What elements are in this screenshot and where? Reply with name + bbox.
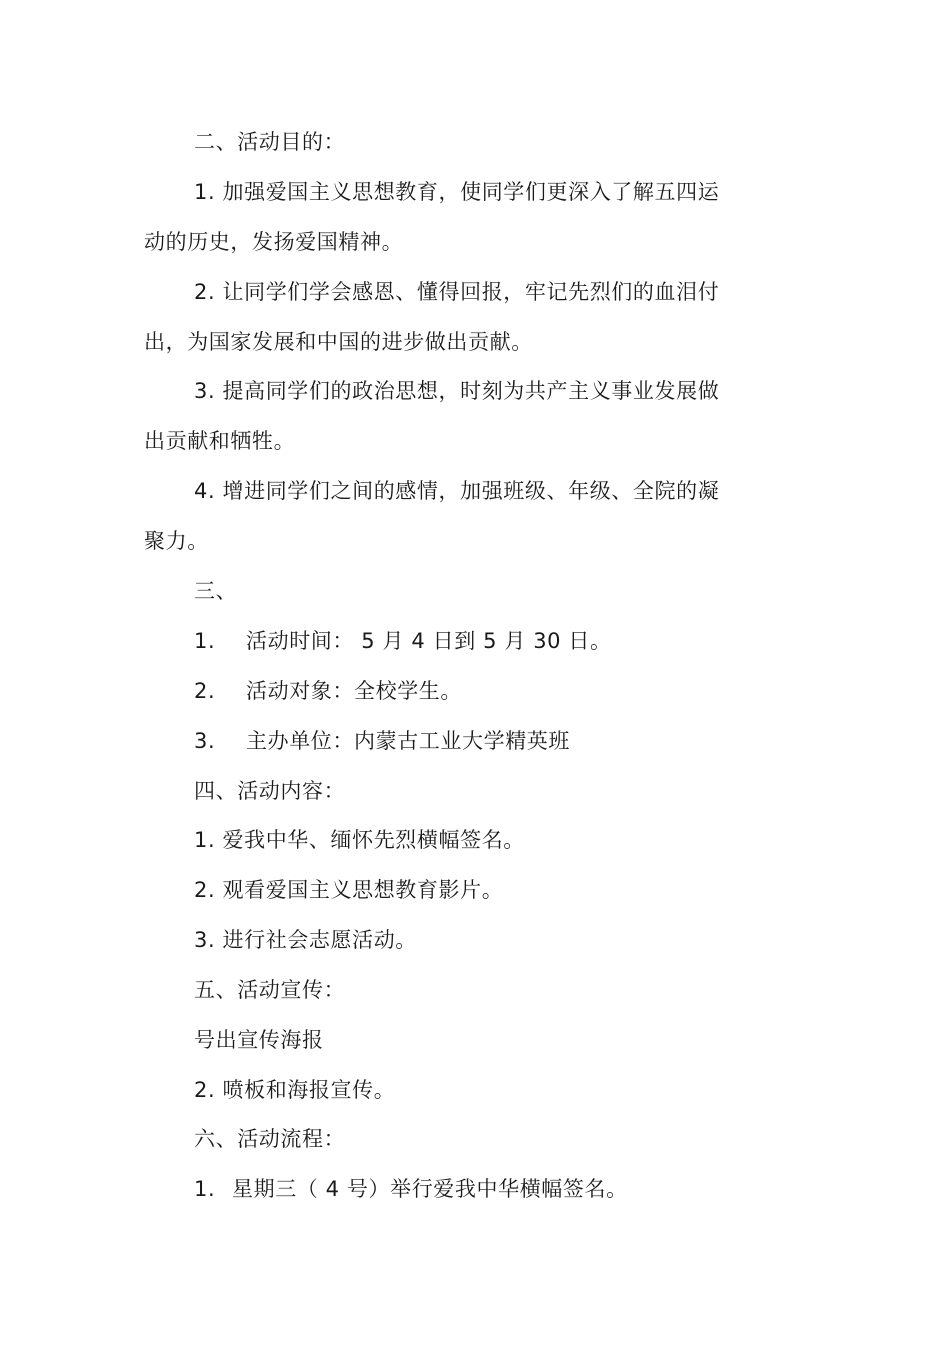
list-item: 2. 观看爱国主义思想教育影片。 <box>194 878 504 902</box>
flow-item-number: 1. <box>194 1177 216 1201</box>
paragraph-line: 动的历史，发扬爱国精神。 <box>144 230 404 254</box>
info-item-number: 2. <box>194 679 216 703</box>
list-item: 号出宣传海报 <box>194 1028 324 1052</box>
section-heading-purpose: 二、活动目的： <box>194 130 346 154</box>
paragraph-line: 2. 让同学们学会感恩、懂得回报，牢记先烈们的血泪付 <box>194 280 720 304</box>
info-item-text: 活动对象：全校学生。 <box>246 679 462 703</box>
info-item-time <box>194 627 612 655</box>
list-item: 1. 爱我中华、缅怀先烈横幅签名。 <box>194 828 525 852</box>
paragraph-line: 出，为国家发展和中国的进步做出贡献。 <box>144 330 533 354</box>
paragraph-line: 3. 提高同学们的政治思想，时刻为共产主义事业发展做 <box>194 379 720 403</box>
flow-item-text: 星期三（ 4 号）举行爱我中华横幅签名。 <box>232 1177 628 1201</box>
list-item: 3. 进行社会志愿活动。 <box>194 928 417 952</box>
info-item-number: 3. <box>194 729 216 753</box>
list-item: 2. 喷板和海报宣传。 <box>194 1078 396 1102</box>
paragraph-line: 聚力。 <box>144 529 209 553</box>
info-item-audience <box>194 677 462 705</box>
info-item-text: 主办单位：内蒙古工业大学精英班 <box>246 729 570 753</box>
section-heading-three: 三、 <box>194 579 238 603</box>
section-heading-content: 四、活动内容： <box>194 779 346 803</box>
section-heading-flow: 六、活动流程： <box>194 1127 346 1151</box>
paragraph-line: 出贡献和牺牲。 <box>144 429 296 453</box>
info-item-organizer <box>194 727 570 755</box>
flow-item <box>194 1175 628 1203</box>
section-heading-promotion: 五、活动宣传： <box>194 978 346 1002</box>
paragraph-line: 4. 增进同学们之间的感情，加强班级、年级、全院的凝 <box>194 479 720 503</box>
paragraph-line: 1. 加强爱国主义思想教育，使同学们更深入了解五四运 <box>194 180 720 204</box>
info-item-number: 1. <box>194 629 216 653</box>
info-item-text: 活动时间： 5 月 4 日到 5 月 30 日。 <box>246 629 612 653</box>
